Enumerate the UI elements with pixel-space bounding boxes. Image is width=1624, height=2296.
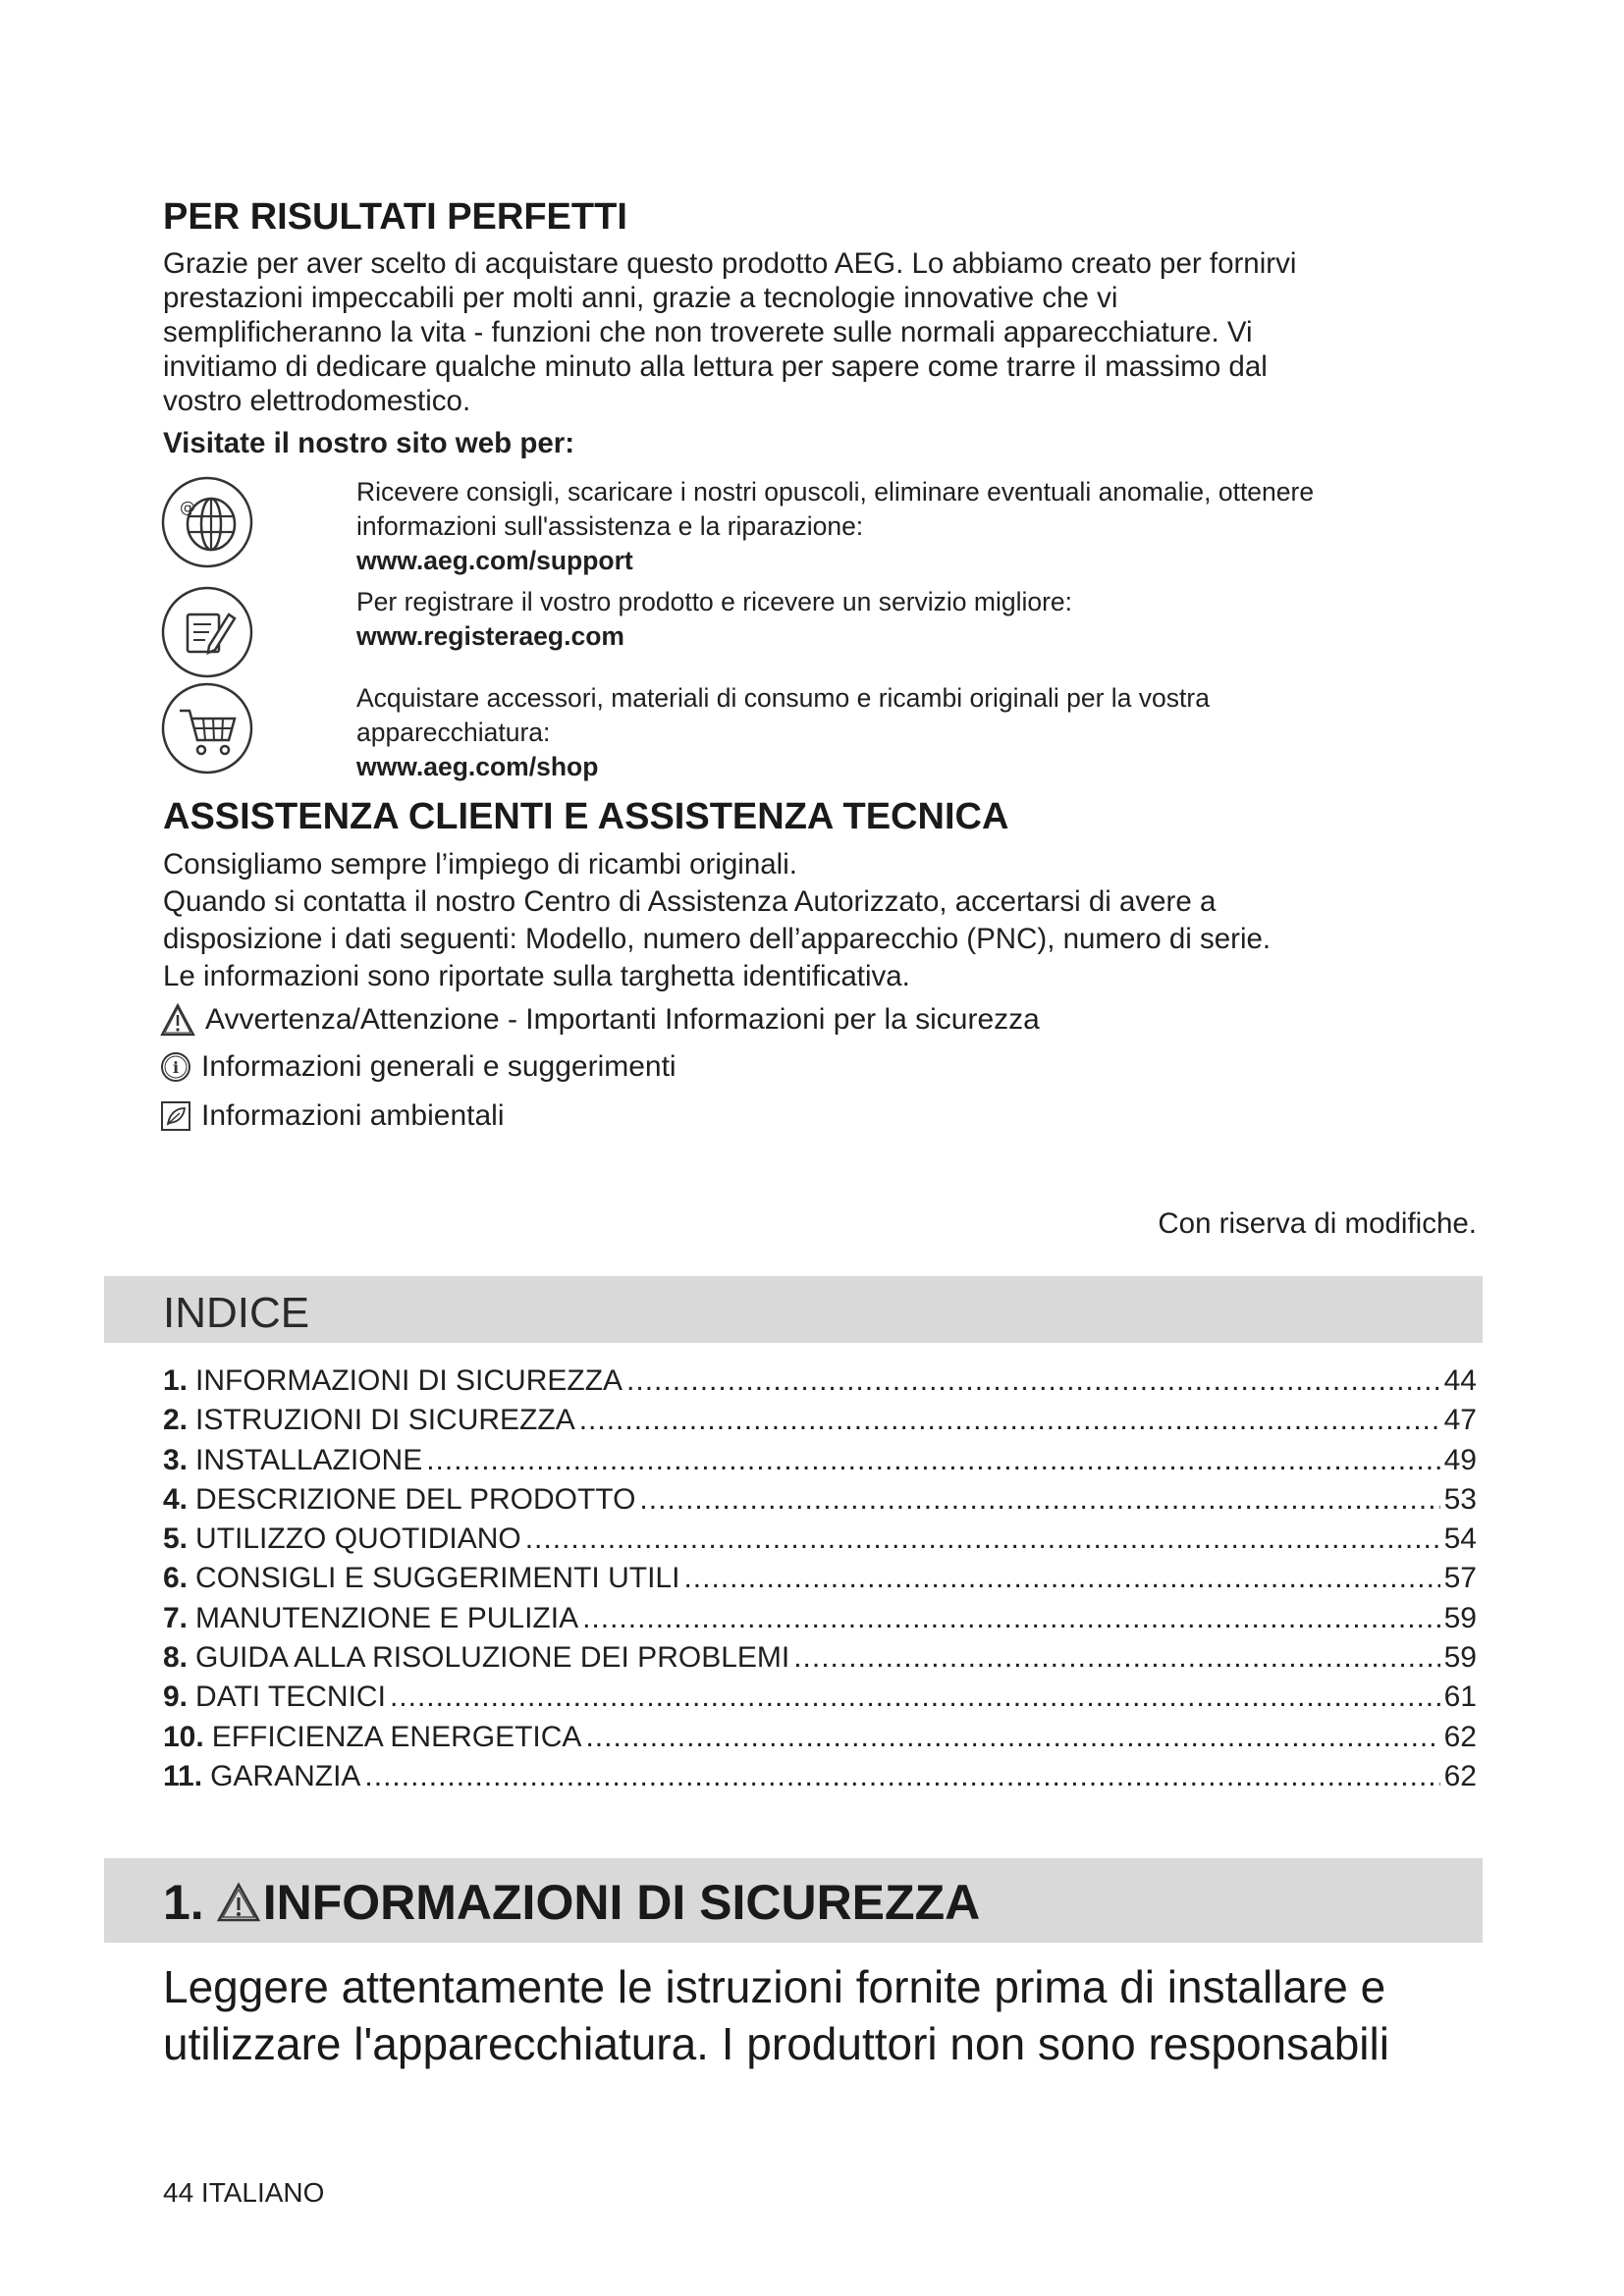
toc-item-number: 7. bbox=[163, 1601, 189, 1634]
toc-item-number: 3. bbox=[163, 1443, 189, 1476]
service-line: Le informazioni sono riportate sulla targhetta identificativa. bbox=[163, 960, 910, 992]
globe-icon bbox=[160, 475, 254, 569]
toc-item[interactable] bbox=[163, 1681, 1477, 1720]
support-link-text bbox=[356, 475, 1466, 578]
toc-item-label: GUIDA ALLA RISOLUZIONE DEI PROBLEMI bbox=[195, 1641, 790, 1675]
register-icon bbox=[160, 585, 254, 679]
toc-item-page: 59 bbox=[1443, 1641, 1477, 1675]
toc-item-page: 59 bbox=[1443, 1601, 1477, 1634]
support-link-row bbox=[160, 475, 1466, 583]
toc-leader-dots bbox=[525, 1522, 1440, 1556]
register-link-text bbox=[356, 585, 1466, 654]
warning-icon bbox=[160, 1003, 195, 1037]
toc-leader-dots bbox=[683, 1562, 1439, 1595]
shop-url-link[interactable]: www.aeg.com/shop bbox=[356, 752, 599, 781]
toc-item-label: DATI TECNICI bbox=[195, 1681, 386, 1714]
info-icon bbox=[160, 1051, 191, 1083]
toc-leader-dots bbox=[582, 1602, 1440, 1635]
toc-item-page: 54 bbox=[1443, 1522, 1477, 1556]
toc-leader-dots bbox=[579, 1404, 1440, 1437]
toc-item-label: DESCRIZIONE DEL PRODOTTO bbox=[195, 1482, 636, 1516]
safety-section-number: 1. bbox=[163, 1875, 204, 1930]
toc-item-number: 10. bbox=[163, 1720, 204, 1753]
safety-intro-text bbox=[163, 1958, 1508, 2072]
toc-item-page: 49 bbox=[1443, 1443, 1477, 1476]
toc-item-page: 62 bbox=[1443, 1720, 1477, 1753]
safety-heading bbox=[163, 1874, 980, 1931]
toc-item[interactable] bbox=[163, 1760, 1477, 1799]
toc-leader-dots bbox=[793, 1641, 1439, 1675]
toc-header-band bbox=[104, 1276, 1483, 1343]
register-link-row bbox=[160, 585, 1466, 683]
intro-line: Grazie per aver scelto di acquistare questo prodotto AEG. Lo abbiamo creato per fornirvi bbox=[163, 247, 1297, 280]
toc-item-label: GARANZIA bbox=[210, 1759, 361, 1792]
legend-environment bbox=[160, 1097, 504, 1135]
toc-item[interactable] bbox=[163, 1522, 1477, 1562]
legend-warning bbox=[160, 1001, 1040, 1039]
toc-item-label: UTILIZZO QUOTIDIANO bbox=[195, 1522, 521, 1556]
safety-section-title: INFORMAZIONI DI SICUREZZA bbox=[262, 1875, 981, 1930]
svg-text:@: @ bbox=[180, 498, 195, 516]
toc-leader-dots bbox=[426, 1444, 1439, 1477]
toc-leader-dots bbox=[626, 1364, 1440, 1398]
toc-item-number: 2. bbox=[163, 1404, 189, 1437]
shop-link-row bbox=[160, 681, 1466, 789]
intro-paragraph bbox=[163, 246, 1479, 418]
reserve-note: Con riserva di modifiche. bbox=[1158, 1207, 1477, 1240]
toc-item-label: CONSIGLI E SUGGERIMENTI UTILI bbox=[195, 1562, 680, 1595]
toc-leader-dots bbox=[390, 1681, 1440, 1714]
toc-leader-dots bbox=[364, 1760, 1439, 1793]
support-url-link[interactable]: www.aeg.com/support bbox=[356, 546, 633, 575]
toc-item[interactable] bbox=[163, 1444, 1477, 1483]
toc-item[interactable] bbox=[163, 1641, 1477, 1681]
shop-description-line: Acquistare accessori, materiali di consumo e ricambi originali per la vostra bbox=[356, 683, 1210, 713]
toc-item-number: 9. bbox=[163, 1681, 189, 1714]
legend-info bbox=[160, 1048, 677, 1086]
support-description-line: Ricevere consigli, scaricare i nostri opuscoli, eliminare eventuali anomalie, ottenere bbox=[356, 477, 1315, 507]
toc-item[interactable] bbox=[163, 1483, 1477, 1522]
service-line: disposizione i dati seguenti: Modello, numero dell’apparecchio (PNC), numero di serie. bbox=[163, 923, 1272, 955]
legend-info-text: Informazioni generali e suggerimenti bbox=[201, 1050, 677, 1083]
register-description-line: Per registrare il vostro prodotto e ricevere un servizio migliore: bbox=[356, 587, 1073, 616]
legend-warning-text: Avvertenza/Attenzione - Importanti Informazioni per la sicurezza bbox=[205, 1003, 1040, 1036]
shop-description-line: apparecchiatura: bbox=[356, 718, 551, 747]
toc-item-page: 47 bbox=[1443, 1404, 1477, 1437]
toc-item[interactable] bbox=[163, 1404, 1477, 1443]
toc-item[interactable] bbox=[163, 1721, 1477, 1760]
intro-line: invitiamo di dedicare qualche minuto alla lettura per sapere come trarre il massimo dal bbox=[163, 350, 1268, 383]
service-heading: ASSISTENZA CLIENTI E ASSISTENZA TECNICA bbox=[163, 796, 1009, 837]
intro-line: semplificheranno la vita - funzioni che non troverete sulle normali apparecchiature. Vi bbox=[163, 316, 1253, 348]
table-of-contents bbox=[163, 1364, 1477, 1799]
toc-item[interactable] bbox=[163, 1602, 1477, 1641]
legend-environment-text: Informazioni ambientali bbox=[201, 1099, 505, 1132]
page-footer-label: 44 ITALIANO bbox=[163, 2177, 325, 2208]
toc-title: INDICE bbox=[163, 1289, 310, 1337]
toc-item-label: INSTALLAZIONE bbox=[195, 1443, 423, 1476]
toc-item[interactable] bbox=[163, 1562, 1477, 1601]
toc-item-number: 6. bbox=[163, 1562, 189, 1595]
intro-line: vostro elettrodomestico. bbox=[163, 385, 471, 417]
toc-item-page: 62 bbox=[1443, 1759, 1477, 1792]
service-line: Quando si contatta il nostro Centro di Assistenza Autorizzato, accertarsi di avere a bbox=[163, 885, 1217, 918]
toc-item-page: 53 bbox=[1443, 1482, 1477, 1516]
service-line: Consigliamo sempre l’impiego di ricambi originali. bbox=[163, 848, 797, 881]
register-url-link[interactable]: www.registeraeg.com bbox=[356, 621, 624, 651]
toc-item-label: ISTRUZIONI DI SICUREZZA bbox=[195, 1404, 575, 1437]
warning-icon bbox=[216, 1882, 261, 1923]
toc-item-number: 11. bbox=[163, 1759, 203, 1792]
toc-leader-dots bbox=[585, 1721, 1439, 1754]
safety-intro-line: Leggere attentamente le istruzioni fornite prima di installare e bbox=[163, 1961, 1386, 2012]
toc-item-number: 1. bbox=[163, 1364, 189, 1397]
toc-item-number: 5. bbox=[163, 1522, 189, 1556]
support-description-line: informazioni sull'assistenza e la riparazione: bbox=[356, 511, 864, 541]
intro-line: prestazioni impeccabili per molti anni, grazie a tecnologie innovative che vi bbox=[163, 282, 1118, 314]
safety-header-band bbox=[104, 1858, 1483, 1943]
toc-item[interactable] bbox=[163, 1364, 1477, 1404]
environment-icon bbox=[160, 1100, 191, 1132]
shop-link-text bbox=[356, 681, 1466, 784]
toc-item-page: 57 bbox=[1443, 1562, 1477, 1595]
toc-leader-dots bbox=[639, 1483, 1439, 1517]
toc-item-label: MANUTENZIONE E PULIZIA bbox=[195, 1601, 579, 1634]
toc-item-page: 44 bbox=[1443, 1364, 1477, 1397]
toc-item-page: 61 bbox=[1443, 1681, 1477, 1714]
toc-item-label: INFORMAZIONI DI SICUREZZA bbox=[195, 1364, 623, 1397]
shopping-cart-icon bbox=[160, 681, 254, 775]
intro-heading: PER RISULTATI PERFETTI bbox=[163, 196, 627, 238]
svg-text:i: i bbox=[172, 1058, 180, 1077]
toc-item-label: EFFICIENZA ENERGETICA bbox=[211, 1720, 582, 1753]
toc-item-number: 4. bbox=[163, 1482, 189, 1516]
service-paragraph bbox=[163, 846, 1479, 995]
toc-item-number: 8. bbox=[163, 1641, 189, 1675]
safety-intro-line: utilizzare l'apparecchiatura. I produttori non sono responsabili bbox=[163, 2018, 1389, 2069]
visit-website-label: Visitate il nostro sito web per: bbox=[163, 427, 575, 459]
